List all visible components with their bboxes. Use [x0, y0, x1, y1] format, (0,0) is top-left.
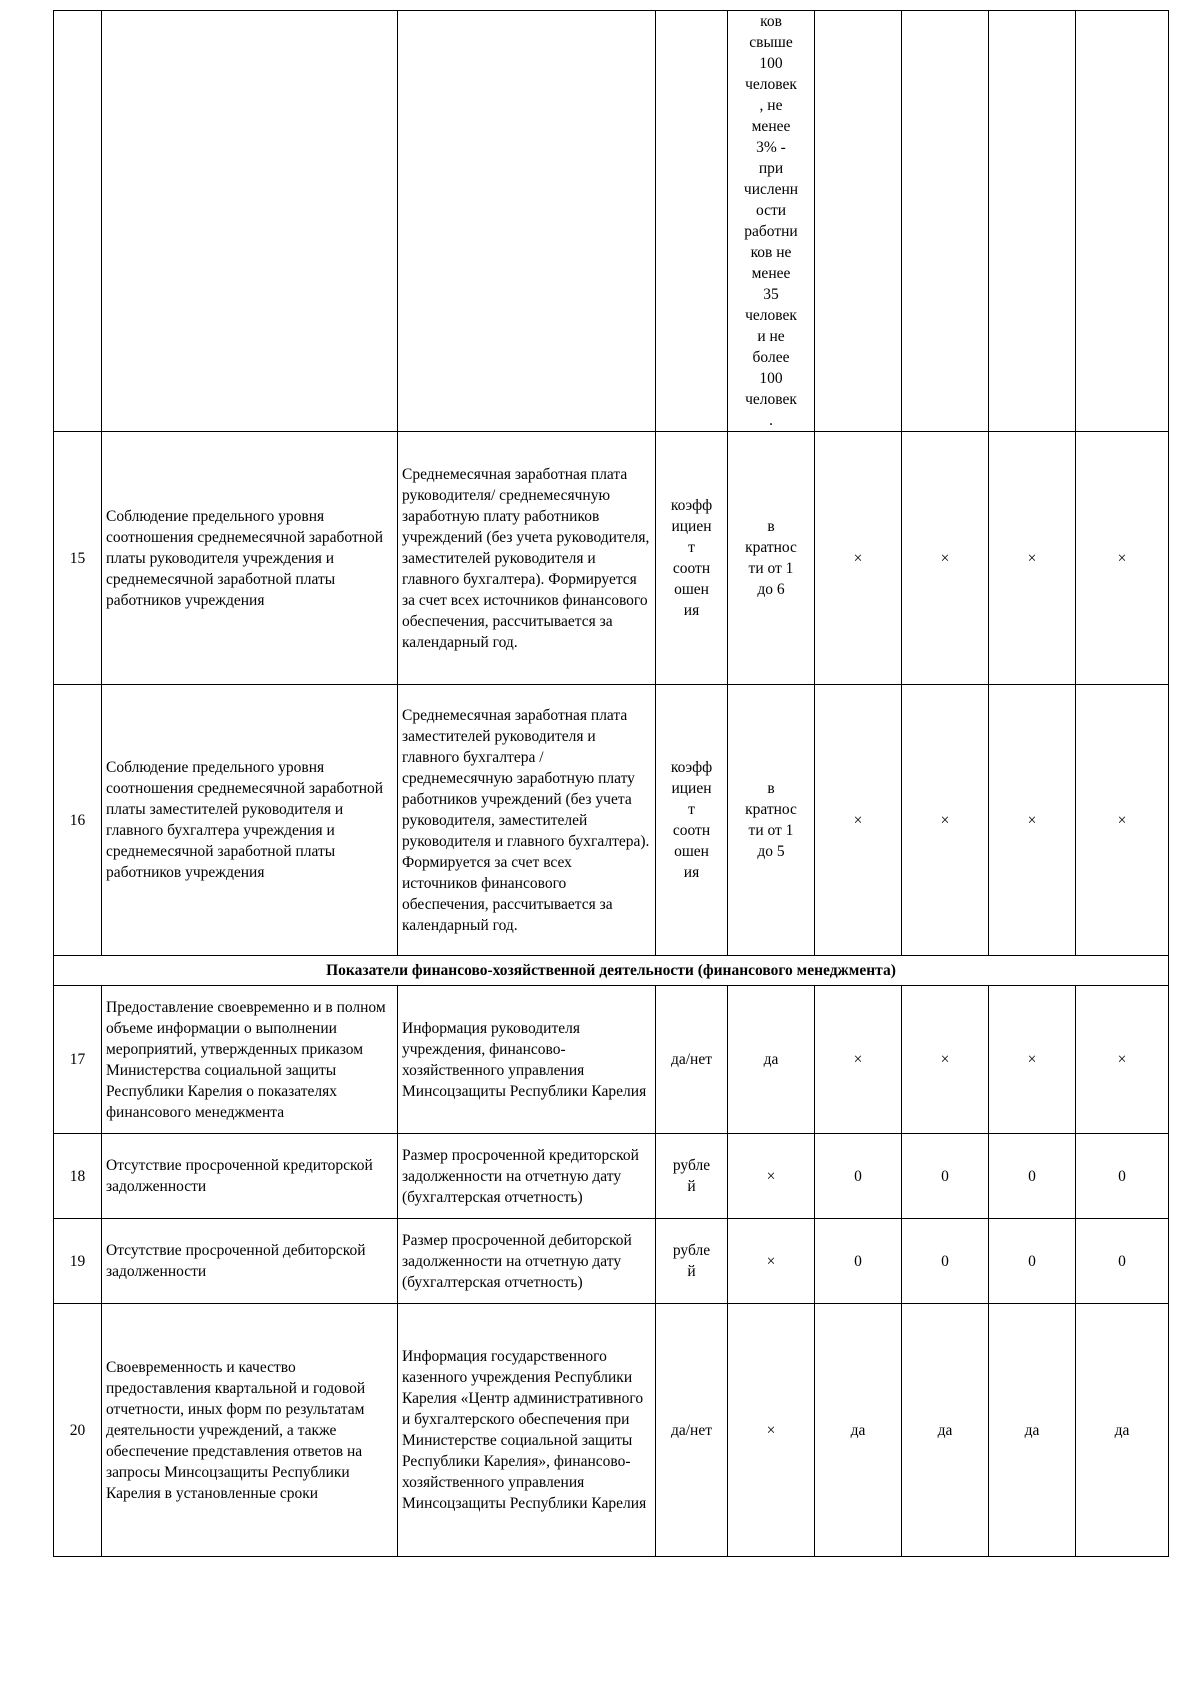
indicator-name: Отсутствие просроченной дебиторской задолженности [102, 1219, 398, 1304]
indicator-target: да [728, 986, 815, 1134]
table-row [54, 685, 1169, 956]
indicator-value-2: × [902, 685, 989, 956]
indicator-value-2: × [902, 986, 989, 1134]
row-number: 16 [54, 685, 102, 956]
indicator-value-3: 0 [989, 1134, 1076, 1219]
cell-name [102, 11, 398, 432]
cell-unit [656, 11, 728, 432]
indicator-unit: да/нет [656, 986, 728, 1134]
indicator-target: × [728, 1134, 815, 1219]
indicator-value-1: 0 [815, 1134, 902, 1219]
cell-source [398, 11, 656, 432]
indicator-target: в кратнос ти от 1 до 5 [728, 685, 815, 956]
indicator-value-4: 0 [1076, 1219, 1169, 1304]
indicator-value-3: × [989, 986, 1076, 1134]
row-number: 15 [54, 432, 102, 685]
cell-v2 [902, 11, 989, 432]
indicator-value-2: 0 [902, 1219, 989, 1304]
indicator-source: Размер просроченной дебиторской задолженности на отчетную дату (бухгалтерская отчетность) [398, 1219, 656, 1304]
indicator-unit: рубле й [656, 1134, 728, 1219]
indicator-name: Соблюдение предельного уровня соотношения среднемесячной заработной платы руководителя учреждения и среднемесячной заработной платы работников учреждения [102, 432, 398, 685]
indicator-name: Соблюдение предельного уровня соотношения среднемесячной заработной платы заместителей руководителя и главного бухгалтера учреждения и среднемесячной заработной платы работников учреждения [102, 685, 398, 956]
indicator-value-4: × [1076, 432, 1169, 685]
indicator-value-2: да [902, 1304, 989, 1557]
indicator-target: × [728, 1304, 815, 1557]
indicator-unit: рубле й [656, 1219, 728, 1304]
indicator-source: Среднемесячная заработная плата руководителя/ среднемесячную заработную плату работников учреждений (без учета руководителя, заместителей руководителя и главного бухгалтера). Формируется за счет всех источников финансового обеспечения, рассчитывается за календарный год. [398, 432, 656, 685]
indicator-value-4: 0 [1076, 1134, 1169, 1219]
row-number: 20 [54, 1304, 102, 1557]
indicator-value-1: 0 [815, 1219, 902, 1304]
cell-v1 [815, 11, 902, 432]
indicator-value-1: да [815, 1304, 902, 1557]
indicator-name: Предоставление своевременно и в полном объеме информации о выполнении мероприятий, утвержденных приказом Министерства социальной защиты Республики Карелия о показателях финансового менеджмента [102, 986, 398, 1134]
row-number: 18 [54, 1134, 102, 1219]
indicator-value-3: × [989, 685, 1076, 956]
indicator-value-4: да [1076, 1304, 1169, 1557]
indicator-value-2: 0 [902, 1134, 989, 1219]
cell-v3 [989, 11, 1076, 432]
indicator-value-4: × [1076, 685, 1169, 956]
indicator-target: в кратнос ти от 1 до 6 [728, 432, 815, 685]
indicator-value-1: × [815, 685, 902, 956]
table-row-continuation [54, 11, 1169, 432]
indicator-value-2: × [902, 432, 989, 685]
indicator-name: Своевременность и качество предоставления квартальной и годовой отчетности, иных форм по результатам деятельности учреждений, а также обеспечение представления ответов на запросы Минсоцзащиты Республики Карелия в установленные сроки [102, 1304, 398, 1557]
table-row [54, 1134, 1169, 1219]
cell-v4 [1076, 11, 1169, 432]
indicator-unit: коэфф ициен т соотн ошен ия [656, 685, 728, 956]
indicator-source: Информация руководителя учреждения, финансово-хозяйственного управления Минсоцзащиты Республики Карелия [398, 986, 656, 1134]
row-number: 17 [54, 986, 102, 1134]
table-row [54, 1219, 1169, 1304]
indicator-name: Отсутствие просроченной кредиторской задолженности [102, 1134, 398, 1219]
indicator-source: Размер просроченной кредиторской задолженности на отчетную дату (бухгалтерская отчетность) [398, 1134, 656, 1219]
cell-num [54, 11, 102, 432]
cell-target-continuation: ков свыше 100 человек , не менее 3% - при численн ости работни ков не менее 35 человек и не более 100 человек . [728, 11, 815, 432]
table-row [54, 1304, 1169, 1557]
indicator-value-1: × [815, 986, 902, 1134]
row-number: 19 [54, 1219, 102, 1304]
table-row [54, 986, 1169, 1134]
indicator-value-1: × [815, 432, 902, 685]
indicator-target: × [728, 1219, 815, 1304]
indicator-source: Среднемесячная заработная плата заместителей руководителя и главного бухгалтера / среднемесячную заработную плату работников учреждений (без учета руководителя, заместителей руководителя и главного бухгалтера). Формируется за счет всех источников финансового обеспечения, рассчитывается за календарный год. [398, 685, 656, 956]
indicator-value-3: да [989, 1304, 1076, 1557]
table-row [54, 432, 1169, 685]
indicator-unit: да/нет [656, 1304, 728, 1557]
section-title: Показатели финансово-хозяйственной деятельности (финансового менеджмента) [54, 956, 1169, 986]
indicators-table [53, 10, 1169, 1557]
indicator-value-3: 0 [989, 1219, 1076, 1304]
indicator-value-3: × [989, 432, 1076, 685]
indicator-source: Информация государственного казенного учреждения Республики Карелия «Центр административного и бухгалтерского обеспечения при Министерстве социальной защиты Республики Карелия», финансово-хозяйственного управления Минсоцзащиты Республики Карелия [398, 1304, 656, 1557]
section-heading-row [54, 956, 1169, 986]
indicator-value-4: × [1076, 986, 1169, 1134]
indicator-unit: коэфф ициен т соотн ошен ия [656, 432, 728, 685]
